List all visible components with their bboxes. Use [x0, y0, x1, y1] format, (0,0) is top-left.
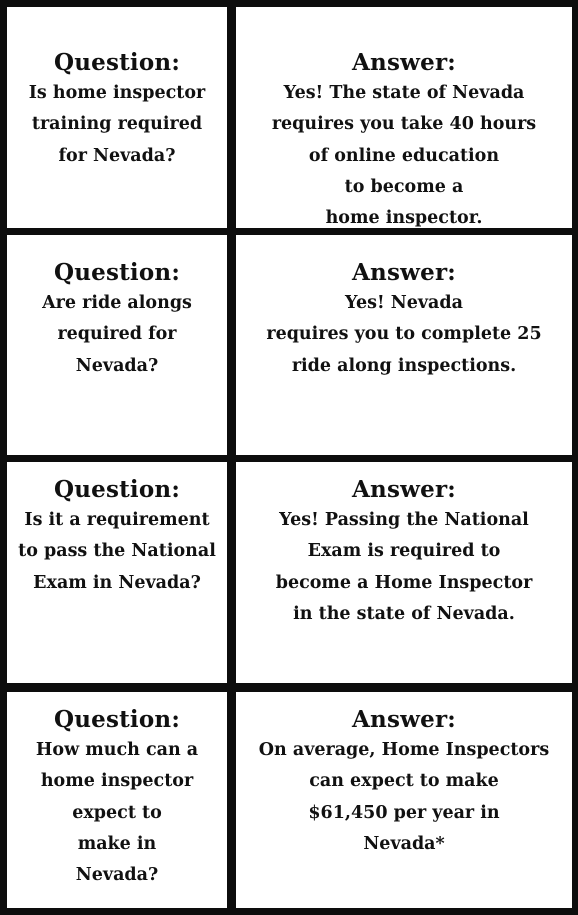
answer-line: Yes! Nevada — [345, 293, 463, 313]
question-line: Exam in Nevada? — [33, 572, 201, 593]
question-line: make in — [77, 833, 157, 854]
answer-heading: Answer: — [352, 49, 456, 76]
answer-line: in the state of Nevada. — [293, 603, 515, 624]
question-line: required for — [57, 324, 177, 345]
question-text — [7, 735, 227, 891]
question-text — [7, 288, 227, 382]
question-line: Are ride alongs — [42, 293, 192, 313]
answer-line: ride along inspections. — [291, 355, 517, 376]
question-text — [7, 505, 227, 599]
question-line: Is it a requirement — [24, 510, 210, 530]
question-text — [7, 78, 227, 172]
question-card-1 — [7, 7, 227, 228]
answer-card-4 — [236, 692, 572, 908]
answer-card-2 — [236, 235, 572, 455]
answer-line: Nevada* — [363, 833, 445, 854]
question-line: home inspector — [40, 771, 194, 792]
answer-heading: Answer: — [352, 476, 456, 503]
question-line: How much can a — [35, 740, 199, 760]
answer-line: $61,450 per year in — [308, 802, 500, 823]
answer-line: to become a — [344, 176, 464, 197]
answer-text — [236, 505, 572, 630]
question-line: to pass the National — [18, 541, 216, 562]
answer-line: of online education — [308, 145, 500, 166]
answer-heading: Answer: — [352, 706, 456, 733]
question-heading: Question: — [53, 259, 181, 286]
answer-card-3 — [236, 462, 572, 683]
question-heading: Question: — [53, 49, 181, 76]
answer-line: become a Home Inspector — [275, 572, 533, 593]
question-line: Nevada? — [75, 355, 159, 376]
answer-card-1 — [236, 7, 572, 228]
answer-line: home inspector. — [325, 208, 483, 229]
answer-heading: Answer: — [352, 259, 456, 286]
question-line: for Nevada? — [58, 145, 176, 166]
answer-line: Exam is required to — [307, 541, 501, 562]
answer-line: requires you take 40 hours — [271, 114, 537, 135]
question-heading: Question: — [53, 706, 181, 733]
question-card-3 — [7, 462, 227, 683]
answer-text — [236, 735, 572, 860]
question-line: training required — [31, 114, 203, 135]
answer-line: requires you to complete 25 — [266, 324, 542, 345]
answer-line: Yes! The state of Nevada — [283, 83, 525, 103]
question-line: expect to — [72, 802, 162, 823]
answer-line: can expect to make — [309, 771, 499, 792]
question-line: Nevada? — [75, 865, 159, 886]
answer-text — [236, 288, 572, 382]
question-line: Is home inspector — [28, 83, 206, 103]
question-card-2 — [7, 235, 227, 455]
answer-line: Yes! Passing the National — [279, 510, 529, 530]
question-heading: Question: — [53, 476, 181, 503]
question-card-4 — [7, 692, 227, 908]
answer-text — [236, 78, 572, 234]
answer-line: On average, Home Inspectors — [258, 740, 550, 760]
